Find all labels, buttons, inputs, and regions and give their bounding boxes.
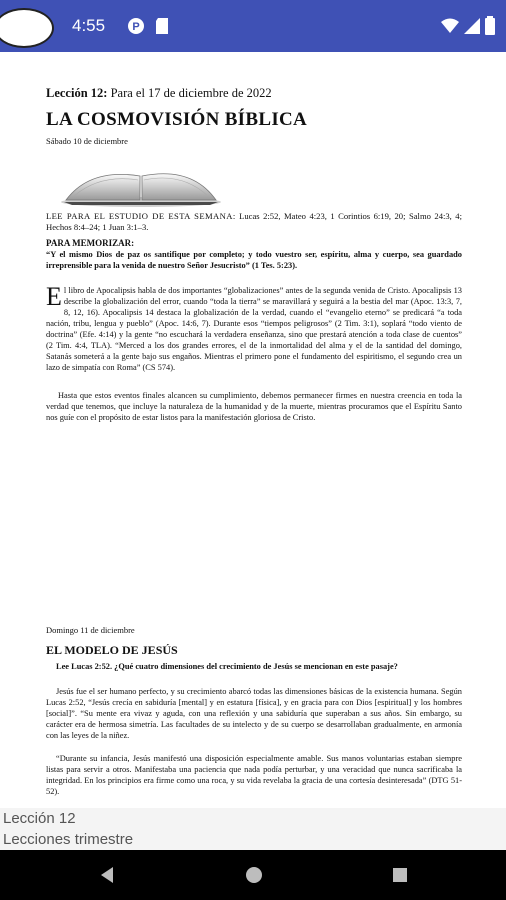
body-paragraph-2: “Durante su infancia, Jesús manifestó una disposición especialmente amable. Sus manos voluntarias estaban siempre listas para servir a otros. Manifestaba una paciencia que nada podía perturbar, y una veracidad que nunca sacrificaba la integridad. En los principios era firme como una roca, y su vida revelaba la gracia de una cortesía desinteresada” (DTG 51-52). <box>46 754 462 796</box>
sd-card-icon <box>152 16 172 36</box>
lesson-title: LA COSMOVISIÓN BÍBLICA <box>46 109 308 130</box>
study-refs: Lucas 2:52, Mateo 4:23, 1 Corintios 6:19, 20; Salmo 24:3, 4; Hechos 8:4–24; 1 Juan 3:1–3. <box>46 211 462 232</box>
floating-circle-icon[interactable] <box>0 8 54 48</box>
drop-cap: E <box>46 282 62 311</box>
memory-verse: “Y el mismo Dios de paz os santifique por completo; y todo vuestro ser, espíritu, alma y cuerpo, sea guardado irreprensible para la venida de nuestro Señor Jesucristo” (1 Tes. 5:23). <box>46 250 462 270</box>
wifi-icon <box>440 16 460 36</box>
back-icon[interactable] <box>97 865 117 885</box>
home-icon[interactable] <box>244 865 264 885</box>
lesson-number: Lección 12: <box>46 86 108 100</box>
app-notification-icon <box>126 16 146 36</box>
lesson-page[interactable] <box>0 52 506 808</box>
navigation-bar <box>0 850 506 900</box>
section-title: EL MODELO DE JESÚS <box>46 643 178 657</box>
intro-text: l libro de Apocalipsis habla de dos importantes “globalizaciones” antes de la segunda venida de Cristo. Apocalipsis 13 describe la globalización del error, cuando “toda la tierra” se maravillará y seguirá a la bestia del mar (Apoc. 13:3, 7, 8, 12, 16). Apocalipsis 14 destaca la globalización de la verdad, cuando el “evangelio eterno” se predicará “a toda nación, tribu, lengua y pueblo” (Apoc. 14:6, 7). Durante esos “tiempos peligrosos” (2 Tim. 3:1), soplará “todo viento de doctrina” (Efe. 4:14) y la gente “no escuchará la verdadera enseñanza, sino que prestará atención a toda clase de cuentos” (2 Tim. 4:4, TLA). “Merced a los dos grandes errores, el de la inmortalidad del alma y el de la santidad del domingo, Satanás someterá a la gente bajo sus engaños. Mientras el primero pone el fundamento del espiritismo, el segundo crea un lazo de simpatía con Roma” (CS 574). <box>46 286 462 372</box>
sabbath-date: Sábado 10 de diciembre <box>46 136 128 146</box>
body-paragraph-1: Jesús fue el ser humano perfecto, y su crecimiento abarcó todas las dimensiones básicas de la existencia humana. Según Lucas 2:52, “Jesús crecía en sabiduría [mental] y en estatura [física], y en gracia para con Dios [espiritual] y los hombres [social]”. “Su mente era vivaz y aguda, con una reflexión y una sabiduría que superaban a sus años. Sin embargo, su carácter era de hermosa simetría. Las facultades de su intelecto y de su cuerpo se desarrollaban gradualmente, en armonía con las leyes de la niñez. <box>46 687 462 740</box>
status-time: 4:55 <box>72 16 106 35</box>
lesson-header <box>46 86 462 101</box>
memorize-label: PARA MEMORIZAR: <box>46 238 135 248</box>
study-question: Lee Lucas 2:52. ¿Qué cuatro dimensiones del crecimiento de Jesús se mencionan en este pasaje? <box>56 662 398 671</box>
study-references <box>46 211 462 233</box>
lessons-quarter-link[interactable]: Lecciones trimestre <box>0 829 506 850</box>
recents-icon[interactable] <box>390 865 410 885</box>
current-lesson-bar[interactable]: Lección 12 <box>0 808 506 829</box>
open-bible-illustration <box>60 156 222 208</box>
lesson-date-range: Para el 17 de diciembre de 2022 <box>107 86 272 100</box>
battery-icon <box>484 16 496 36</box>
second-paragraph: Hasta que estos eventos finales alcancen su cumplimiento, debemos permanecer firmes en nuestra creencia en toda la verdad que tenemos, que incluye la naturaleza de la humanidad y de la muerte, mientras procuramos que el Espíritu Santo nos guíe con el propósito de estar listos para la manifestación gloriosa de Cristo. <box>46 391 462 422</box>
signal-icon <box>462 16 482 36</box>
sunday-date: Domingo 11 de diciembre <box>46 625 135 635</box>
status-bar <box>0 0 506 52</box>
study-label: LEE PARA EL ESTUDIO DE ESTA SEMANA: <box>46 211 236 221</box>
svg-text:P: P <box>132 21 140 33</box>
